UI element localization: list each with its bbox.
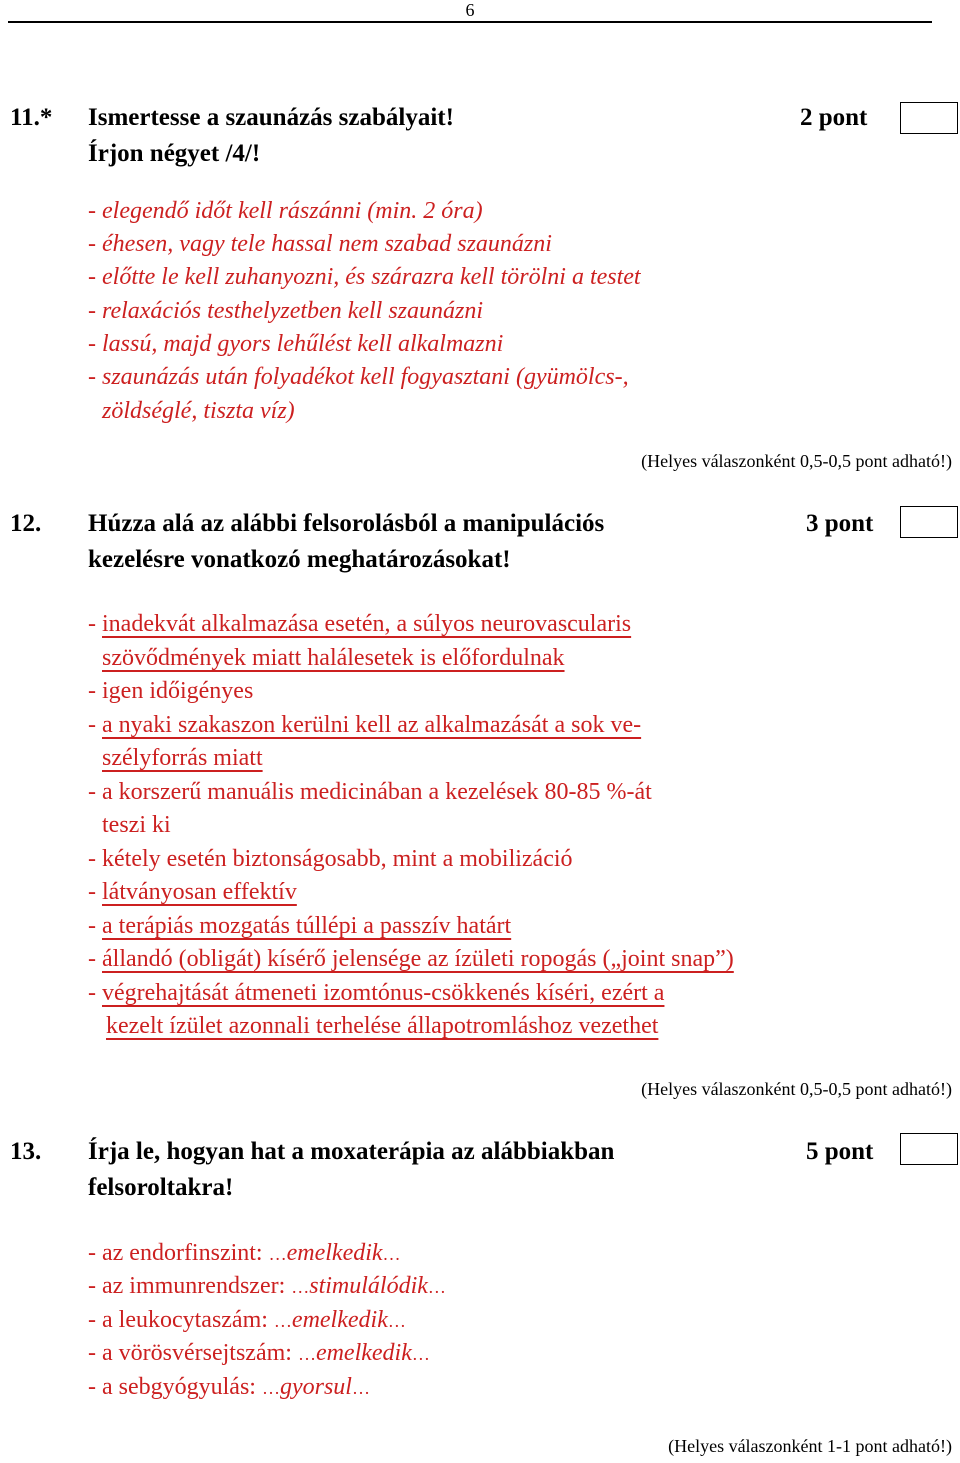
q11-answer: - előtte le kell zuhanyozni, és szárazra kell törölni a testet <box>88 264 641 290</box>
q11-answer: - relaxációs testhelyzetben kell szaunázni <box>88 298 484 324</box>
q12-title-line2: kezelésre vonatkozó meghatározásokat! <box>88 546 511 573</box>
underline-mark: látványosan effektív <box>102 879 297 905</box>
q11-answer: - lassú, majd gyors lehűlést kell alkalmazni <box>88 331 504 357</box>
q12-title: Húzza alá az alábbi felsorolásból a manipulációs <box>88 510 605 537</box>
q13-scoring-note: (Helyes válaszonként 1-1 pont adható!) <box>668 1436 952 1456</box>
q11-scoring-note: (Helyes válaszonként 0,5-0,5 pont adható!) <box>641 451 952 471</box>
q13-answer-value[interactable]: emelkedik <box>286 1240 383 1266</box>
q12-points: 3 pont <box>806 510 874 537</box>
q11-title: Ismertesse a szaunázás szabályait! <box>88 104 454 131</box>
header-rule <box>8 21 932 23</box>
q11-answer: zöldséglé, tiszta víz) <box>102 398 295 424</box>
page-number: 6 <box>465 0 475 20</box>
q13-answer-value[interactable]: stimulálódik <box>309 1273 428 1299</box>
underline-mark: kezelt ízület azonnali terhelése állapotromláshoz vezethet <box>106 1013 659 1039</box>
q13-answer-row: - az immunrendszer: …stimulálódik… <box>88 1273 446 1299</box>
q12-option[interactable]: teszi ki <box>102 812 171 838</box>
q13-answer-value[interactable]: gyorsul <box>279 1374 352 1400</box>
q13-answer-row: - a sebgyógyulás: …gyorsul… <box>88 1374 370 1400</box>
q13-score-box[interactable] <box>900 1133 958 1165</box>
q13-answer-row: - az endorfinszint: …emelkedik… <box>88 1240 401 1266</box>
q13-number: 13. <box>10 1138 42 1165</box>
q12-option[interactable]: - a korszerű manuális medicinában a kezelések 80-85 %-át <box>88 779 652 805</box>
q12-option[interactable]: - a terápiás mozgatás túllépi a passzív határt <box>88 913 512 939</box>
q13-answer-value[interactable]: emelkedik <box>315 1340 412 1366</box>
q12-option[interactable]: - kétely esetén biztonságosabb, mint a mobilizáció <box>88 846 573 872</box>
q12-option[interactable] <box>102 745 263 772</box>
q12-option[interactable]: - inadekvát alkalmazása esetén, a súlyos neurovascularis <box>88 611 632 637</box>
q12-option[interactable]: - a nyaki szakaszon kerülni kell az alkalmazását a sok ve- <box>88 712 642 738</box>
underline-mark: állandó (obligát) kísérő jelensége az ízületi ropogás („joint snap”) <box>102 946 734 972</box>
q13-answer-row: - a vörösvérsejtszám: …emelkedik… <box>88 1340 430 1366</box>
q12-option[interactable] <box>102 645 565 672</box>
q13-title-line2: felsoroltakra! <box>88 1174 234 1201</box>
underline-mark: inadekvát alkalmazása esetén, a súlyos neurovascularis <box>102 611 632 637</box>
q11-answer: - szaunázás után folyadékot kell fogyasztani (gyümölcs-, <box>88 364 629 390</box>
q13-answer-value[interactable]: emelkedik <box>291 1307 388 1333</box>
q12-option[interactable]: - látványosan effektív <box>88 879 297 905</box>
underline-mark: a terápiás mozgatás túllépi a passzív határt <box>102 913 512 939</box>
q11-points: 2 pont <box>800 104 868 131</box>
underline-mark: végrehajtását átmeneti izomtónus-csökkenés kíséri, ezért a <box>102 980 665 1006</box>
q12-option[interactable]: - igen időigényes <box>88 678 254 704</box>
underline-mark: szélyforrás miatt <box>102 745 263 771</box>
q12-option[interactable]: - végrehajtását átmeneti izomtónus-csökkenés kíséri, ezért a <box>88 980 665 1006</box>
q13-answer-row: - a leukocytaszám: …emelkedik… <box>88 1307 406 1333</box>
q11-title-line2: Írjon négyet /4/! <box>88 140 261 167</box>
underline-mark: szövődmények miatt halálesetek is előfordulnak <box>102 645 565 671</box>
q11-answer: - elegendő időt kell rászánni (min. 2 óra) <box>88 198 483 224</box>
q11-answer: - éhesen, vagy tele hassal nem szabad szaunázni <box>88 231 552 257</box>
q13-points: 5 pont <box>806 1138 874 1165</box>
q12-number: 12. <box>10 510 42 537</box>
q12-option[interactable]: - állandó (obligát) kísérő jelensége az ízületi ropogás („joint snap”) <box>88 946 734 972</box>
underline-mark: a nyaki szakaszon kerülni kell az alkalmazását a sok ve- <box>102 712 642 738</box>
q13-title: Írja le, hogyan hat a moxaterápia az alábbiakban <box>88 1138 615 1165</box>
q12-scoring-note: (Helyes válaszonként 0,5-0,5 pont adható!) <box>641 1079 952 1099</box>
q12-score-box[interactable] <box>900 506 958 538</box>
q11-score-box[interactable] <box>900 102 958 134</box>
q11-number: 11.* <box>10 104 53 131</box>
q12-option[interactable] <box>106 1013 658 1040</box>
